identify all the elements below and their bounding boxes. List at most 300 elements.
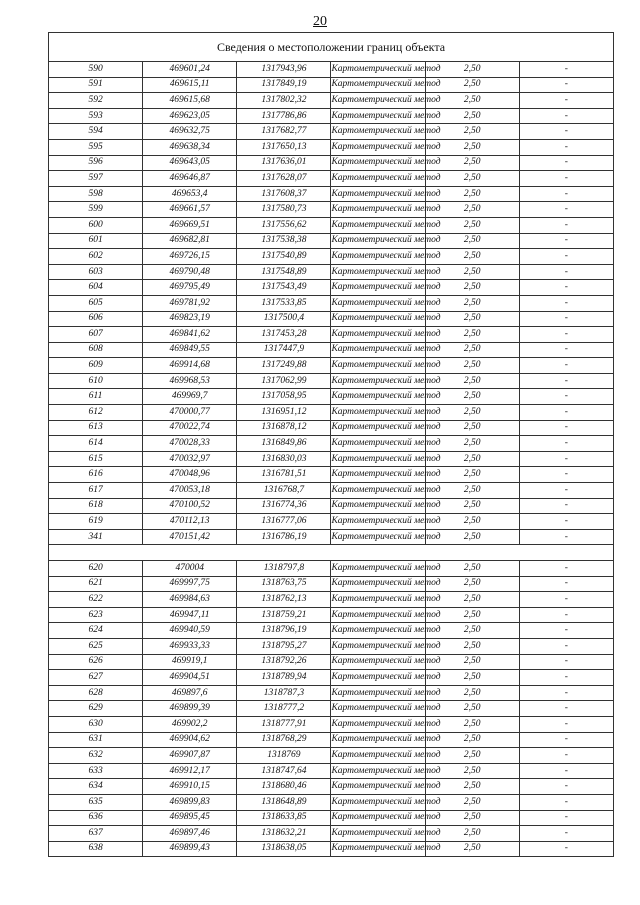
description-cell: - <box>519 171 613 187</box>
y-coordinate-cell: 1318792,26 <box>237 654 331 670</box>
description-cell: - <box>519 716 613 732</box>
table-row <box>49 249 614 265</box>
table-row <box>49 841 614 857</box>
method-cell: Картометрический метод <box>331 451 425 467</box>
x-coordinate-cell: 469632,75 <box>143 124 237 140</box>
x-coordinate-cell: 469904,51 <box>143 670 237 686</box>
x-coordinate-cell: 469919,1 <box>143 654 237 670</box>
point-number-cell: 636 <box>49 810 143 826</box>
description-cell: - <box>519 295 613 311</box>
y-coordinate-cell: 1318632,21 <box>237 826 331 842</box>
x-coordinate-cell: 469623,05 <box>143 108 237 124</box>
x-coordinate-cell: 469643,05 <box>143 155 237 171</box>
y-coordinate-cell: 1317447,9 <box>237 342 331 358</box>
precision-cell: 2,50 <box>425 155 519 171</box>
point-number-cell: 602 <box>49 249 143 265</box>
x-coordinate-cell: 470112,13 <box>143 514 237 530</box>
method-cell: Картометрический метод <box>331 794 425 810</box>
method-cell: Картометрический метод <box>331 389 425 405</box>
x-coordinate-cell: 469895,45 <box>143 810 237 826</box>
precision-cell: 2,50 <box>425 810 519 826</box>
precision-cell: 2,50 <box>425 373 519 389</box>
method-cell: Картометрический метод <box>331 576 425 592</box>
precision-cell: 2,50 <box>425 249 519 265</box>
method-cell: Картометрический метод <box>331 139 425 155</box>
description-cell: - <box>519 311 613 327</box>
description-cell: - <box>519 779 613 795</box>
point-number-cell: 631 <box>49 732 143 748</box>
y-coordinate-cell: 1316781,51 <box>237 467 331 483</box>
y-coordinate-cell: 1316878,12 <box>237 420 331 436</box>
table-title: Сведения о местоположении границ объекта <box>49 33 614 62</box>
table-row <box>49 62 614 78</box>
point-number-cell: 629 <box>49 701 143 717</box>
table-row <box>49 217 614 233</box>
method-cell: Картометрический метод <box>331 171 425 187</box>
precision-cell: 2,50 <box>425 217 519 233</box>
y-coordinate-cell: 1317682,77 <box>237 124 331 140</box>
point-number-cell: 599 <box>49 202 143 218</box>
table-row <box>49 794 614 810</box>
precision-cell: 2,50 <box>425 62 519 78</box>
precision-cell: 2,50 <box>425 794 519 810</box>
description-cell: - <box>519 436 613 452</box>
method-cell: Картометрический метод <box>331 62 425 78</box>
description-cell: - <box>519 592 613 608</box>
table-row <box>49 233 614 249</box>
x-coordinate-cell: 469669,51 <box>143 217 237 233</box>
method-cell: Картометрический метод <box>331 311 425 327</box>
method-cell: Картометрический метод <box>331 763 425 779</box>
table-row <box>49 451 614 467</box>
y-coordinate-cell: 1316951,12 <box>237 405 331 421</box>
table-row <box>49 186 614 202</box>
description-cell: - <box>519 654 613 670</box>
table-row <box>49 280 614 296</box>
x-coordinate-cell: 469969,7 <box>143 389 237 405</box>
x-coordinate-cell: 469682,81 <box>143 233 237 249</box>
y-coordinate-cell: 1317636,01 <box>237 155 331 171</box>
table-row <box>49 202 614 218</box>
y-coordinate-cell: 1318648,89 <box>237 794 331 810</box>
precision-cell: 2,50 <box>425 498 519 514</box>
point-number-cell: 625 <box>49 638 143 654</box>
x-coordinate-cell: 470053,18 <box>143 483 237 499</box>
point-number-cell: 598 <box>49 186 143 202</box>
group-separator-cell <box>49 545 614 561</box>
point-number-cell: 620 <box>49 561 143 577</box>
method-cell: Картометрический метод <box>331 420 425 436</box>
description-cell: - <box>519 327 613 343</box>
y-coordinate-cell: 1318680,46 <box>237 779 331 795</box>
method-cell: Картометрический метод <box>331 264 425 280</box>
precision-cell: 2,50 <box>425 638 519 654</box>
y-coordinate-cell: 1317556,62 <box>237 217 331 233</box>
point-number-cell: 616 <box>49 467 143 483</box>
table-row <box>49 561 614 577</box>
method-cell: Картометрический метод <box>331 623 425 639</box>
table-row <box>49 420 614 436</box>
precision-cell: 2,50 <box>425 280 519 296</box>
point-number-cell: 607 <box>49 327 143 343</box>
description-cell: - <box>519 467 613 483</box>
point-number-cell: 613 <box>49 420 143 436</box>
x-coordinate-cell: 469790,48 <box>143 264 237 280</box>
table-row <box>49 467 614 483</box>
x-coordinate-cell: 469912,17 <box>143 763 237 779</box>
point-number-cell: 611 <box>49 389 143 405</box>
table-row <box>49 342 614 358</box>
x-coordinate-cell: 470032,97 <box>143 451 237 467</box>
description-cell: - <box>519 451 613 467</box>
y-coordinate-cell: 1316830,03 <box>237 451 331 467</box>
precision-cell: 2,50 <box>425 124 519 140</box>
description-cell: - <box>519 280 613 296</box>
description-cell: - <box>519 389 613 405</box>
y-coordinate-cell: 1318787,3 <box>237 685 331 701</box>
precision-cell: 2,50 <box>425 108 519 124</box>
method-cell: Картометрический метод <box>331 638 425 654</box>
method-cell: Картометрический метод <box>331 217 425 233</box>
table-row <box>49 529 614 545</box>
table-row <box>49 779 614 795</box>
method-cell: Картометрический метод <box>331 529 425 545</box>
precision-cell: 2,50 <box>425 841 519 857</box>
point-number-cell: 606 <box>49 311 143 327</box>
table-row <box>49 295 614 311</box>
y-coordinate-cell: 1318769 <box>237 748 331 764</box>
table-row <box>49 108 614 124</box>
precision-cell: 2,50 <box>425 451 519 467</box>
method-cell: Картометрический метод <box>331 841 425 857</box>
description-cell: - <box>519 794 613 810</box>
table-row <box>49 358 614 374</box>
x-coordinate-cell: 469914,68 <box>143 358 237 374</box>
method-cell: Картометрический метод <box>331 249 425 265</box>
y-coordinate-cell: 1316774,36 <box>237 498 331 514</box>
precision-cell: 2,50 <box>425 514 519 530</box>
x-coordinate-cell: 470028,33 <box>143 436 237 452</box>
x-coordinate-cell: 469781,92 <box>143 295 237 311</box>
boundary-table <box>48 32 614 857</box>
y-coordinate-cell: 1316777,06 <box>237 514 331 530</box>
x-coordinate-cell: 469653,4 <box>143 186 237 202</box>
y-coordinate-cell: 1317943,96 <box>237 62 331 78</box>
table-row <box>49 654 614 670</box>
point-number-cell: 341 <box>49 529 143 545</box>
method-cell: Картометрический метод <box>331 498 425 514</box>
x-coordinate-cell: 469638,34 <box>143 139 237 155</box>
method-cell: Картометрический метод <box>331 701 425 717</box>
precision-cell: 2,50 <box>425 576 519 592</box>
y-coordinate-cell: 1317628,07 <box>237 171 331 187</box>
y-coordinate-cell: 1317786,86 <box>237 108 331 124</box>
description-cell: - <box>519 264 613 280</box>
table-row <box>49 171 614 187</box>
method-cell: Картометрический метод <box>331 93 425 109</box>
precision-cell: 2,50 <box>425 389 519 405</box>
table-row <box>49 436 614 452</box>
description-cell: - <box>519 810 613 826</box>
precision-cell: 2,50 <box>425 358 519 374</box>
method-cell: Картометрический метод <box>331 748 425 764</box>
precision-cell: 2,50 <box>425 171 519 187</box>
y-coordinate-cell: 1318762,13 <box>237 592 331 608</box>
point-number-cell: 612 <box>49 405 143 421</box>
y-coordinate-cell: 1317580,73 <box>237 202 331 218</box>
point-number-cell: 596 <box>49 155 143 171</box>
table-row <box>49 139 614 155</box>
description-cell: - <box>519 373 613 389</box>
table-row <box>49 155 614 171</box>
y-coordinate-cell: 1318638,05 <box>237 841 331 857</box>
point-number-cell: 593 <box>49 108 143 124</box>
point-number-cell: 632 <box>49 748 143 764</box>
point-number-cell: 635 <box>49 794 143 810</box>
x-coordinate-cell: 469968,53 <box>143 373 237 389</box>
y-coordinate-cell: 1318796,19 <box>237 623 331 639</box>
method-cell: Картометрический метод <box>331 467 425 483</box>
precision-cell: 2,50 <box>425 342 519 358</box>
method-cell: Картометрический метод <box>331 327 425 343</box>
point-number-cell: 597 <box>49 171 143 187</box>
point-number-cell: 637 <box>49 826 143 842</box>
point-number-cell: 605 <box>49 295 143 311</box>
table-row <box>49 373 614 389</box>
description-cell: - <box>519 561 613 577</box>
x-coordinate-cell: 469646,87 <box>143 171 237 187</box>
method-cell: Картометрический метод <box>331 295 425 311</box>
description-cell: - <box>519 701 613 717</box>
y-coordinate-cell: 1318763,75 <box>237 576 331 592</box>
table-row <box>49 810 614 826</box>
table-row <box>49 763 614 779</box>
description-cell: - <box>519 249 613 265</box>
y-coordinate-cell: 1317650,13 <box>237 139 331 155</box>
point-number-cell: 604 <box>49 280 143 296</box>
description-cell: - <box>519 233 613 249</box>
description-cell: - <box>519 498 613 514</box>
table-row <box>49 576 614 592</box>
description-cell: - <box>519 155 613 171</box>
precision-cell: 2,50 <box>425 264 519 280</box>
table-row <box>49 389 614 405</box>
description-cell: - <box>519 124 613 140</box>
precision-cell: 2,50 <box>425 327 519 343</box>
table-row <box>49 826 614 842</box>
x-coordinate-cell: 469849,55 <box>143 342 237 358</box>
y-coordinate-cell: 1318777,2 <box>237 701 331 717</box>
precision-cell: 2,50 <box>425 716 519 732</box>
precision-cell: 2,50 <box>425 420 519 436</box>
precision-cell: 2,50 <box>425 139 519 155</box>
precision-cell: 2,50 <box>425 295 519 311</box>
x-coordinate-cell: 470151,42 <box>143 529 237 545</box>
table-row <box>49 685 614 701</box>
y-coordinate-cell: 1318789,94 <box>237 670 331 686</box>
precision-cell: 2,50 <box>425 186 519 202</box>
boundary-table-sheet <box>48 32 614 857</box>
x-coordinate-cell: 469904,62 <box>143 732 237 748</box>
x-coordinate-cell: 469615,11 <box>143 77 237 93</box>
description-cell: - <box>519 186 613 202</box>
method-cell: Картометрический метод <box>331 514 425 530</box>
method-cell: Картометрический метод <box>331 358 425 374</box>
y-coordinate-cell: 1317849,19 <box>237 77 331 93</box>
x-coordinate-cell: 469933,33 <box>143 638 237 654</box>
point-number-cell: 591 <box>49 77 143 93</box>
description-cell: - <box>519 62 613 78</box>
y-coordinate-cell: 1318633,85 <box>237 810 331 826</box>
method-cell: Картометрический метод <box>331 561 425 577</box>
description-cell: - <box>519 529 613 545</box>
y-coordinate-cell: 1317543,49 <box>237 280 331 296</box>
point-number-cell: 590 <box>49 62 143 78</box>
method-cell: Картометрический метод <box>331 685 425 701</box>
y-coordinate-cell: 1318795,27 <box>237 638 331 654</box>
precision-cell: 2,50 <box>425 467 519 483</box>
precision-cell: 2,50 <box>425 202 519 218</box>
precision-cell: 2,50 <box>425 748 519 764</box>
x-coordinate-cell: 469899,43 <box>143 841 237 857</box>
x-coordinate-cell: 469899,83 <box>143 794 237 810</box>
x-coordinate-cell: 470100,52 <box>143 498 237 514</box>
y-coordinate-cell: 1318747,64 <box>237 763 331 779</box>
table-row <box>49 607 614 623</box>
y-coordinate-cell: 1317533,85 <box>237 295 331 311</box>
method-cell: Картометрический метод <box>331 592 425 608</box>
y-coordinate-cell: 1317058,95 <box>237 389 331 405</box>
x-coordinate-cell: 469726,15 <box>143 249 237 265</box>
x-coordinate-cell: 469902,2 <box>143 716 237 732</box>
y-coordinate-cell: 1316768,7 <box>237 483 331 499</box>
precision-cell: 2,50 <box>425 483 519 499</box>
precision-cell: 2,50 <box>425 670 519 686</box>
page-number: 20 <box>313 14 327 29</box>
point-number-cell: 633 <box>49 763 143 779</box>
y-coordinate-cell: 1317453,28 <box>237 327 331 343</box>
y-coordinate-cell: 1316849,86 <box>237 436 331 452</box>
y-coordinate-cell: 1317608,37 <box>237 186 331 202</box>
precision-cell: 2,50 <box>425 623 519 639</box>
x-coordinate-cell: 469615,68 <box>143 93 237 109</box>
point-number-cell: 592 <box>49 93 143 109</box>
y-coordinate-cell: 1317500,4 <box>237 311 331 327</box>
x-coordinate-cell: 470000,77 <box>143 405 237 421</box>
point-number-cell: 595 <box>49 139 143 155</box>
table-row <box>49 514 614 530</box>
method-cell: Картометрический метод <box>331 779 425 795</box>
method-cell: Картометрический метод <box>331 342 425 358</box>
y-coordinate-cell: 1318777,91 <box>237 716 331 732</box>
point-number-cell: 621 <box>49 576 143 592</box>
description-cell: - <box>519 139 613 155</box>
description-cell: - <box>519 826 613 842</box>
table-row <box>49 327 614 343</box>
point-number-cell: 617 <box>49 483 143 499</box>
y-coordinate-cell: 1318797,8 <box>237 561 331 577</box>
precision-cell: 2,50 <box>425 436 519 452</box>
table-title-row <box>49 33 614 62</box>
table-row <box>49 592 614 608</box>
description-cell: - <box>519 358 613 374</box>
method-cell: Картометрический метод <box>331 436 425 452</box>
method-cell: Картометрический метод <box>331 826 425 842</box>
description-cell: - <box>519 732 613 748</box>
description-cell: - <box>519 405 613 421</box>
point-number-cell: 608 <box>49 342 143 358</box>
x-coordinate-cell: 469940,59 <box>143 623 237 639</box>
description-cell: - <box>519 202 613 218</box>
y-coordinate-cell: 1317538,38 <box>237 233 331 249</box>
method-cell: Картометрический метод <box>331 202 425 218</box>
table-row <box>49 77 614 93</box>
x-coordinate-cell: 469661,57 <box>143 202 237 218</box>
point-number-cell: 619 <box>49 514 143 530</box>
precision-cell: 2,50 <box>425 607 519 623</box>
precision-cell: 2,50 <box>425 826 519 842</box>
table-row <box>49 638 614 654</box>
description-cell: - <box>519 93 613 109</box>
description-cell: - <box>519 576 613 592</box>
precision-cell: 2,50 <box>425 592 519 608</box>
point-number-cell: 630 <box>49 716 143 732</box>
x-coordinate-cell: 470004 <box>143 561 237 577</box>
method-cell: Картометрический метод <box>331 373 425 389</box>
precision-cell: 2,50 <box>425 685 519 701</box>
point-number-cell: 601 <box>49 233 143 249</box>
table-row <box>49 732 614 748</box>
point-number-cell: 638 <box>49 841 143 857</box>
description-cell: - <box>519 607 613 623</box>
method-cell: Картометрический метод <box>331 607 425 623</box>
precision-cell: 2,50 <box>425 763 519 779</box>
description-cell: - <box>519 763 613 779</box>
y-coordinate-cell: 1318768,29 <box>237 732 331 748</box>
table-row <box>49 264 614 280</box>
x-coordinate-cell: 469823,19 <box>143 311 237 327</box>
method-cell: Картометрический метод <box>331 810 425 826</box>
description-cell: - <box>519 420 613 436</box>
group-separator-row <box>49 545 614 561</box>
y-coordinate-cell: 1317249,88 <box>237 358 331 374</box>
description-cell: - <box>519 748 613 764</box>
point-number-cell: 624 <box>49 623 143 639</box>
point-number-cell: 626 <box>49 654 143 670</box>
y-coordinate-cell: 1317540,89 <box>237 249 331 265</box>
method-cell: Картометрический метод <box>331 483 425 499</box>
point-number-cell: 622 <box>49 592 143 608</box>
point-number-cell: 610 <box>49 373 143 389</box>
method-cell: Картометрический метод <box>331 716 425 732</box>
table-row <box>49 124 614 140</box>
precision-cell: 2,50 <box>425 405 519 421</box>
table-row <box>49 93 614 109</box>
point-number-cell: 614 <box>49 436 143 452</box>
table-row <box>49 623 614 639</box>
point-number-cell: 628 <box>49 685 143 701</box>
table-row <box>49 498 614 514</box>
method-cell: Картометрический метод <box>331 654 425 670</box>
table-row <box>49 670 614 686</box>
x-coordinate-cell: 469795,49 <box>143 280 237 296</box>
x-coordinate-cell: 470022,74 <box>143 420 237 436</box>
y-coordinate-cell: 1317548,89 <box>237 264 331 280</box>
x-coordinate-cell: 469984,63 <box>143 592 237 608</box>
precision-cell: 2,50 <box>425 779 519 795</box>
x-coordinate-cell: 469997,75 <box>143 576 237 592</box>
precision-cell: 2,50 <box>425 529 519 545</box>
